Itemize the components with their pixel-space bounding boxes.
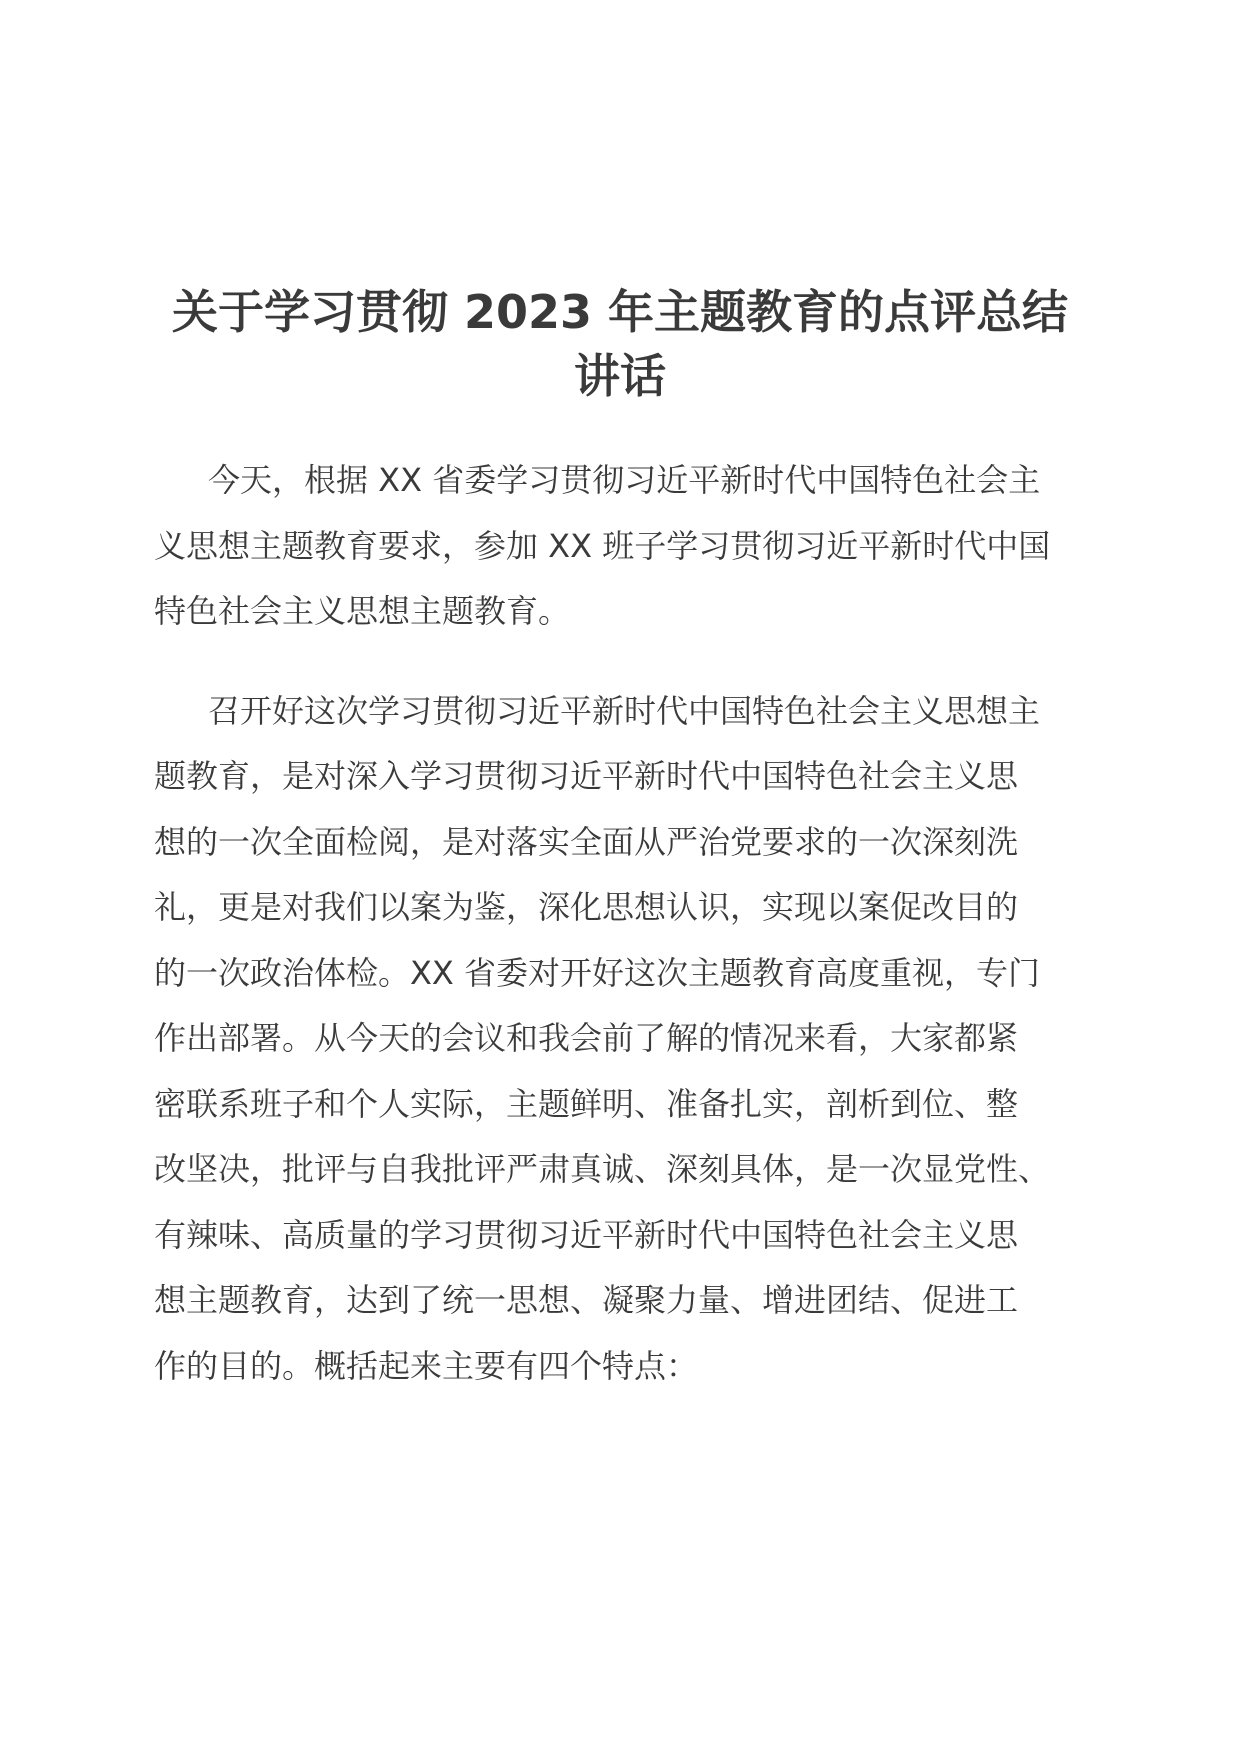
document-body — [154, 448, 1094, 1433]
paragraph-line: 召开好这次学习贯彻习近平新时代中国特色社会主义思想主 — [208, 691, 1041, 730]
title-line: 讲话 — [574, 349, 666, 403]
paragraph-line: 作出部署。从今天的会议和我会前了解的情况来看，大家都紧 — [154, 1019, 1019, 1057]
paragraph-line: 礼，更是对我们以案为鉴，深化思想认识，实现以案促改目的 — [154, 888, 1019, 926]
paragraph-line: 特色社会主义思想主题教育。 — [154, 592, 571, 630]
paragraph-line: 想主题教育，达到了统一思想、凝聚力量、增进团结、促进工 — [154, 1281, 1019, 1319]
paragraph-line: 义思想主题教育要求，参加 XX 班子学习贯彻习近平新时代中国 — [154, 526, 1051, 565]
paragraph-line: 改坚决，批评与自我批评严肃真诚、深刻具体，是一次显党性、 — [154, 1150, 1051, 1188]
paragraph-2 — [154, 679, 1094, 1400]
paragraph-line: 今天，根据 XX 省委学习贯彻习近平新时代中国特色社会主 — [208, 461, 1041, 499]
paragraph-line: 密联系班子和个人实际，主题鲜明、准备扎实，剖析到位、整 — [154, 1084, 1019, 1123]
title-line: 关于学习贯彻 2023 年主题教育的点评总结 — [171, 285, 1069, 339]
paragraph-1 — [154, 448, 1094, 645]
paragraph-line: 作的目的。概括起来主要有四个特点： — [154, 1346, 699, 1385]
paragraph-line: 想的一次全面检阅，是对落实全面从严治党要求的一次深刻洗 — [154, 822, 1019, 861]
paragraph-line: 的一次政治体检。XX 省委对开好这次主题教育高度重视，专门 — [154, 953, 1041, 992]
paragraph-line: 有辣味、高质量的学习贯彻习近平新时代中国特色社会主义思 — [154, 1215, 1019, 1254]
paragraph-line: 题教育，是对深入学习贯彻习近平新时代中国特色社会主义思 — [154, 757, 1019, 795]
document-title — [150, 280, 1090, 408]
